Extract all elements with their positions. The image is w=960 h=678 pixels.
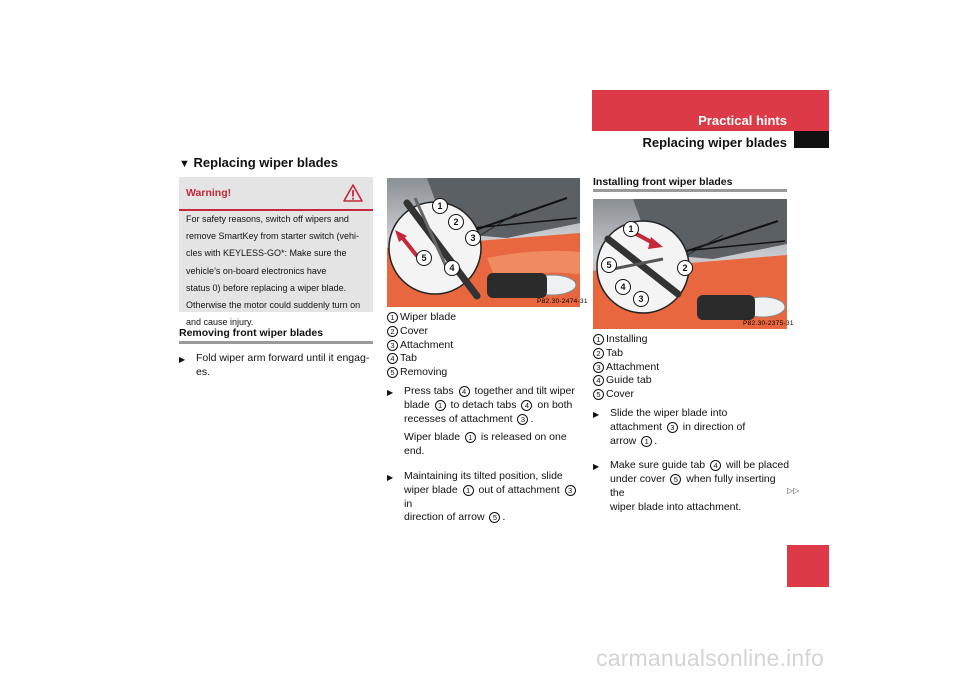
warning-heading: Warning!: [186, 187, 232, 199]
list-item: ▶ Make sure guide tab 4 will be placed under cover 5 when fully inserting the wiper blade into attachment.: [593, 459, 790, 513]
warning-text: [186, 211, 371, 331]
removing-rule: [179, 341, 373, 344]
list-item: [179, 352, 373, 380]
figure-removing-wiper: [387, 178, 588, 307]
legend-item: 2 Tab: [593, 347, 659, 361]
legend-item: 1 Wiper blade: [387, 311, 456, 325]
note-line: Wiper blade 1 is released on one end.: [404, 431, 567, 458]
callout-4: 4: [615, 279, 631, 295]
callout-2: 2: [448, 214, 464, 230]
section-title: [179, 155, 338, 170]
legend-item: 4 Tab: [387, 352, 456, 366]
legend-item: 3 Attachment: [593, 361, 659, 375]
legend-item: 1 Installing: [593, 333, 659, 347]
callout-4: 4: [444, 260, 460, 276]
callout-5: 5: [416, 250, 432, 266]
removing-detail-steps: [387, 385, 587, 525]
continued-icon: ▷▷: [787, 486, 800, 495]
warning-triangle-icon: [343, 184, 363, 202]
legend-item: 5 Cover: [593, 388, 659, 402]
legend-item: 2 Cover: [387, 325, 456, 339]
legend-item: 5 Removing: [387, 366, 456, 380]
warning-line: vehicle’s on-board electronics have: [186, 265, 327, 276]
chapter-title: Practical hints: [698, 113, 787, 128]
figure1-legend: [387, 311, 456, 380]
legend-item: 3 Attachment: [387, 339, 456, 353]
header-section-title: Replacing wiper blades: [642, 135, 787, 150]
callout-3: 3: [465, 230, 481, 246]
warning-line: status 0) before replacing a wiper blade.: [186, 282, 347, 293]
triangle-down-icon: ▼: [179, 158, 190, 170]
header-black-tab: [794, 131, 829, 148]
watermark: carmanualsonline.info: [596, 645, 824, 671]
warning-line: For safety reasons, switch off wipers and: [186, 214, 349, 224]
installing-rule: [593, 189, 787, 192]
removing-steps: [179, 352, 373, 380]
step-line: es.: [196, 365, 211, 378]
list-item: ▶ Maintaining its tilted position, slide wiper blade 1 out of attachment 3 in direction of arrow 5 .: [387, 470, 587, 525]
warning-line: cles with KEYLESS-GO*: Make sure the: [186, 248, 347, 259]
car-wiper-illustration: [387, 178, 588, 307]
bullet-icon: ▶: [179, 355, 186, 364]
callout-1: 1: [432, 198, 448, 214]
callout-3: 3: [633, 291, 649, 307]
bullet-icon: ▶: [387, 388, 394, 397]
figure-code: P82.30-2375-31: [743, 320, 794, 327]
list-item: ▶ Press tabs 4 together and tilt wiper blade 1 to detach tabs 4 on both recesses of attachment 3 .: [387, 385, 575, 425]
installing-steps: [593, 407, 793, 515]
page-number: 453: [763, 548, 787, 564]
figure-code: P82.30-2474-31: [537, 298, 588, 305]
bullet-icon: ▶: [387, 472, 394, 482]
list-item: ▶ Slide the wiper blade into attachment 3 in direction of arrow 1 .: [593, 407, 746, 447]
callout-2: 2: [677, 260, 693, 276]
page-number-box: [787, 545, 829, 587]
callout-1: 1: [623, 221, 639, 237]
warning-line: Otherwise the motor could suddenly turn on: [186, 300, 361, 311]
legend-item: 4 Guide tab: [593, 374, 659, 388]
step-line: Fold wiper arm forward until it engag-: [196, 352, 370, 364]
section-title-text: Replacing wiper blades: [193, 155, 339, 170]
bullet-icon: ▶: [593, 410, 600, 419]
figure-installing-wiper: [593, 199, 794, 329]
warning-line: remove SmartKey from starter switch (vehi-: [186, 231, 360, 242]
installing-heading: Installing front wiper blades: [593, 176, 733, 188]
bullet-icon: ▶: [593, 462, 600, 472]
callout-5: 5: [601, 257, 617, 273]
installing-legend: [593, 333, 659, 402]
removing-heading: Removing front wiper blades: [179, 327, 324, 339]
warning-line: and cause injury.: [186, 317, 254, 328]
